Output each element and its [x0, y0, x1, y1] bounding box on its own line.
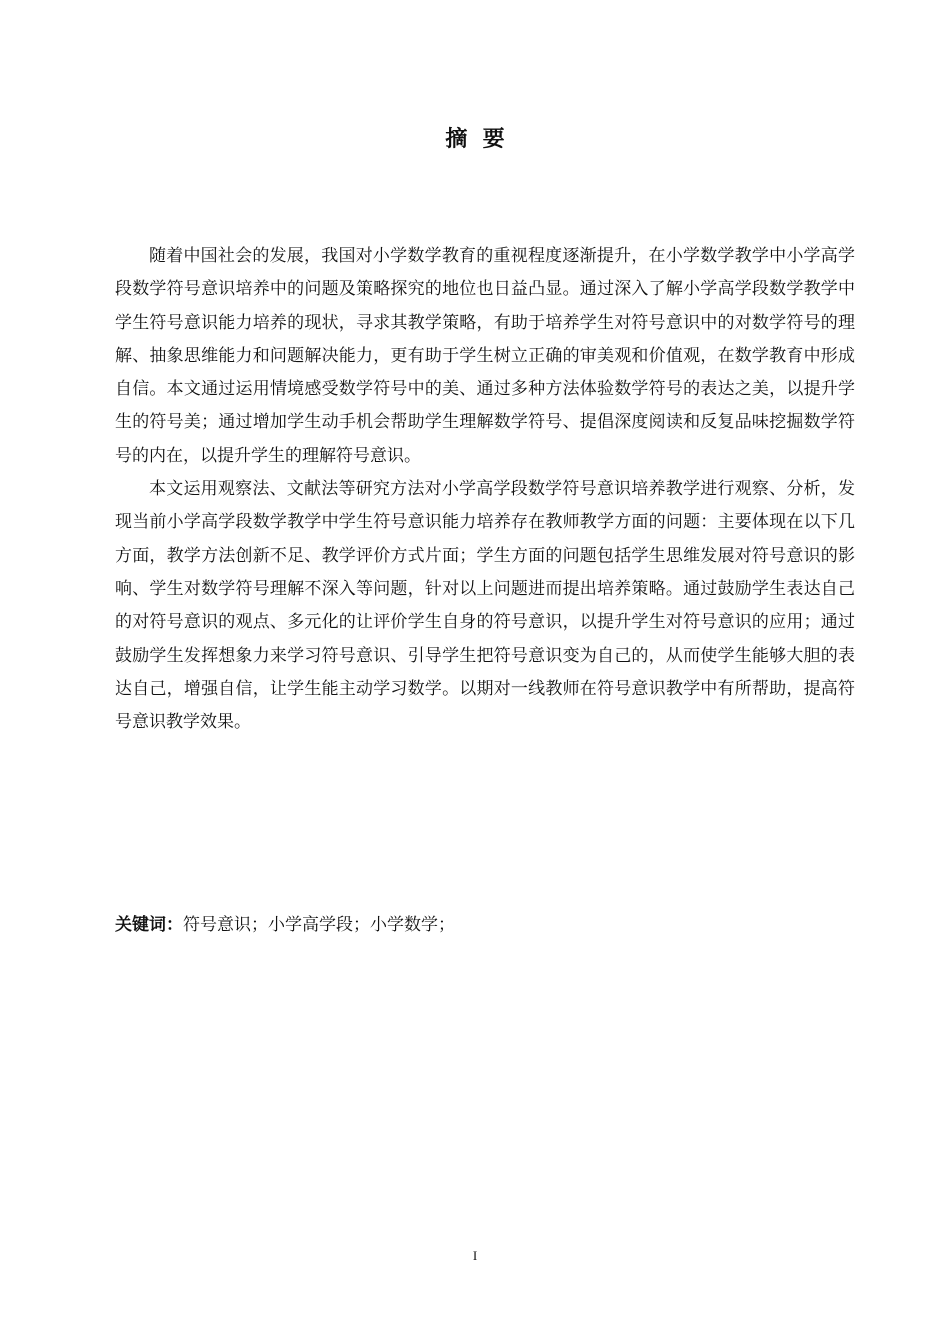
abstract-paragraph-2: 本文运用观察法、文献法等研究方法对小学高学段数学符号意识培养教学进行观察、分析，发现当前小学高学段数学教学中学生符号意识能力培养存在教师教学方面的问题：主要体现在以下几方面，教学方法创新不足、教学评价方式片面；学生方面的问题包括学生思维发展对符号意识的影响、学生对数学符号理解不深入等问题，针对以上问题进而提出培养策略。通过鼓励学生表达自己的对符号意识的观点、多元化的让评价学生自身的符号意识，以提升学生对符号意识的应用；通过鼓励学生发挥想象力来学习符号意识、引导学生把符号意识变为自己的，从而使学生能够大胆的表达自己，增强自信，让学生能主动学习数学。以期对一线教师在符号意识教学中有所帮助，提高符号意识教学效果。: [115, 479, 855, 733]
keywords-value: 符号意识；小学高学段；小学数学；: [183, 915, 455, 935]
abstract-body: [115, 240, 855, 739]
keywords-label: 关键词：: [115, 915, 183, 935]
keywords-line: [115, 910, 855, 940]
abstract-paragraph-1: 随着中国社会的发展，我国对小学数学教育的重视程度逐渐提升，在小学数学教学中小学高学段数学符号意识培养中的问题及策略探究的地位也日益凸显。通过深入了解小学高学段数学教学中学生符号意识能力培养的现状，寻求其教学策略，有助于培养学生对符号意识中的对数学符号的理解、抽象思维能力和问题解决能力，更有助于学生树立正确的审美观和价值观，在数学教育中形成自信。本文通过运用情境感受数学符号中的美、通过多种方法体验数学符号的表达之美，以提升学生的符号美；通过增加学生动手机会帮助学生理解数学符号、提倡深度阅读和反复品味挖掘数学符号的内在，以提升学生的理解符号意识。: [115, 246, 855, 466]
page-title: 摘 要: [445, 127, 505, 152]
page-number: I: [472, 1248, 478, 1263]
